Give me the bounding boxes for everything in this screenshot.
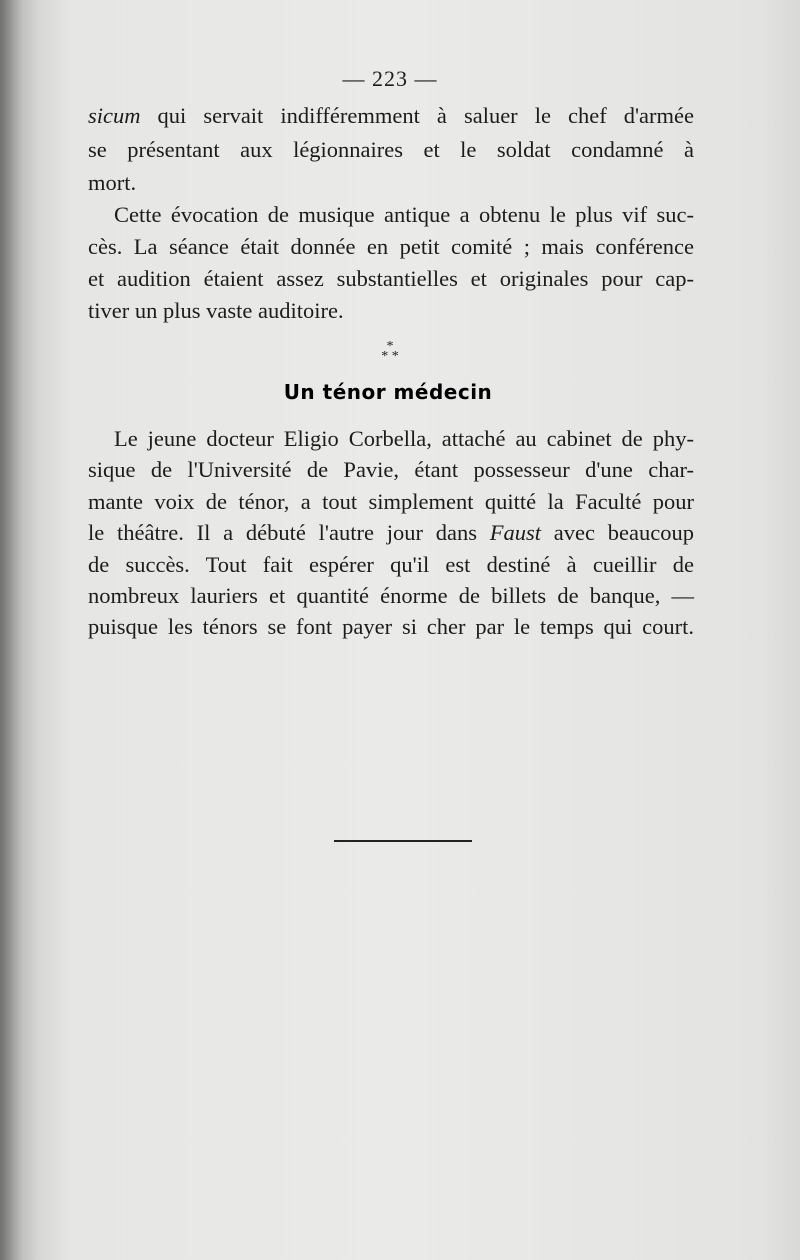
end-rule bbox=[334, 840, 472, 842]
text-line: se présentant aux légionnaires et le soldat condamné à bbox=[88, 137, 694, 162]
text-line: tiver un plus vaste auditoire. bbox=[88, 298, 344, 323]
text-line: Cette évocation de musique antique a obtenu le plus vif suc- bbox=[114, 202, 694, 227]
text-line: de succès. Tout fait espérer qu'il est destiné à cueillir de bbox=[88, 552, 694, 577]
text-line: mort. bbox=[88, 170, 137, 195]
text-line: mante voix de ténor, a tout simplement quitté la Faculté pour bbox=[88, 489, 694, 514]
text-line bbox=[88, 518, 694, 548]
text-span: avec beaucoup bbox=[541, 520, 695, 545]
section-heading: Un ténor médecin bbox=[283, 380, 493, 404]
text-line: puisque les ténors se font payer si cher par le temps qui court. bbox=[88, 614, 694, 639]
section-separator: * * * bbox=[381, 339, 399, 364]
page-number: — 223 — bbox=[342, 66, 438, 91]
italic-word: sicum bbox=[88, 103, 141, 128]
text-line: sique de l'Université de Pavie, étant possesseur d'une char- bbox=[88, 457, 694, 482]
text-line bbox=[88, 101, 694, 131]
text-span: qui servait indifféremment à saluer le chef d'armée bbox=[140, 103, 694, 128]
italic-word: Faust bbox=[489, 520, 542, 545]
text-line: Le jeune docteur Eligio Corbella, attaché au cabinet de phy- bbox=[114, 426, 694, 451]
binding-shadow bbox=[0, 0, 22, 1260]
text-line: nombreux lauriers et quantité énorme de billets de banque, — bbox=[88, 583, 694, 608]
text-line: cès. La séance était donnée en petit comité ; mais conférence bbox=[88, 234, 694, 259]
text-line: et audition étaient assez substantielles et originales pour cap- bbox=[88, 266, 694, 291]
text-span: le théâtre. Il a débuté l'autre jour dans bbox=[88, 520, 490, 545]
